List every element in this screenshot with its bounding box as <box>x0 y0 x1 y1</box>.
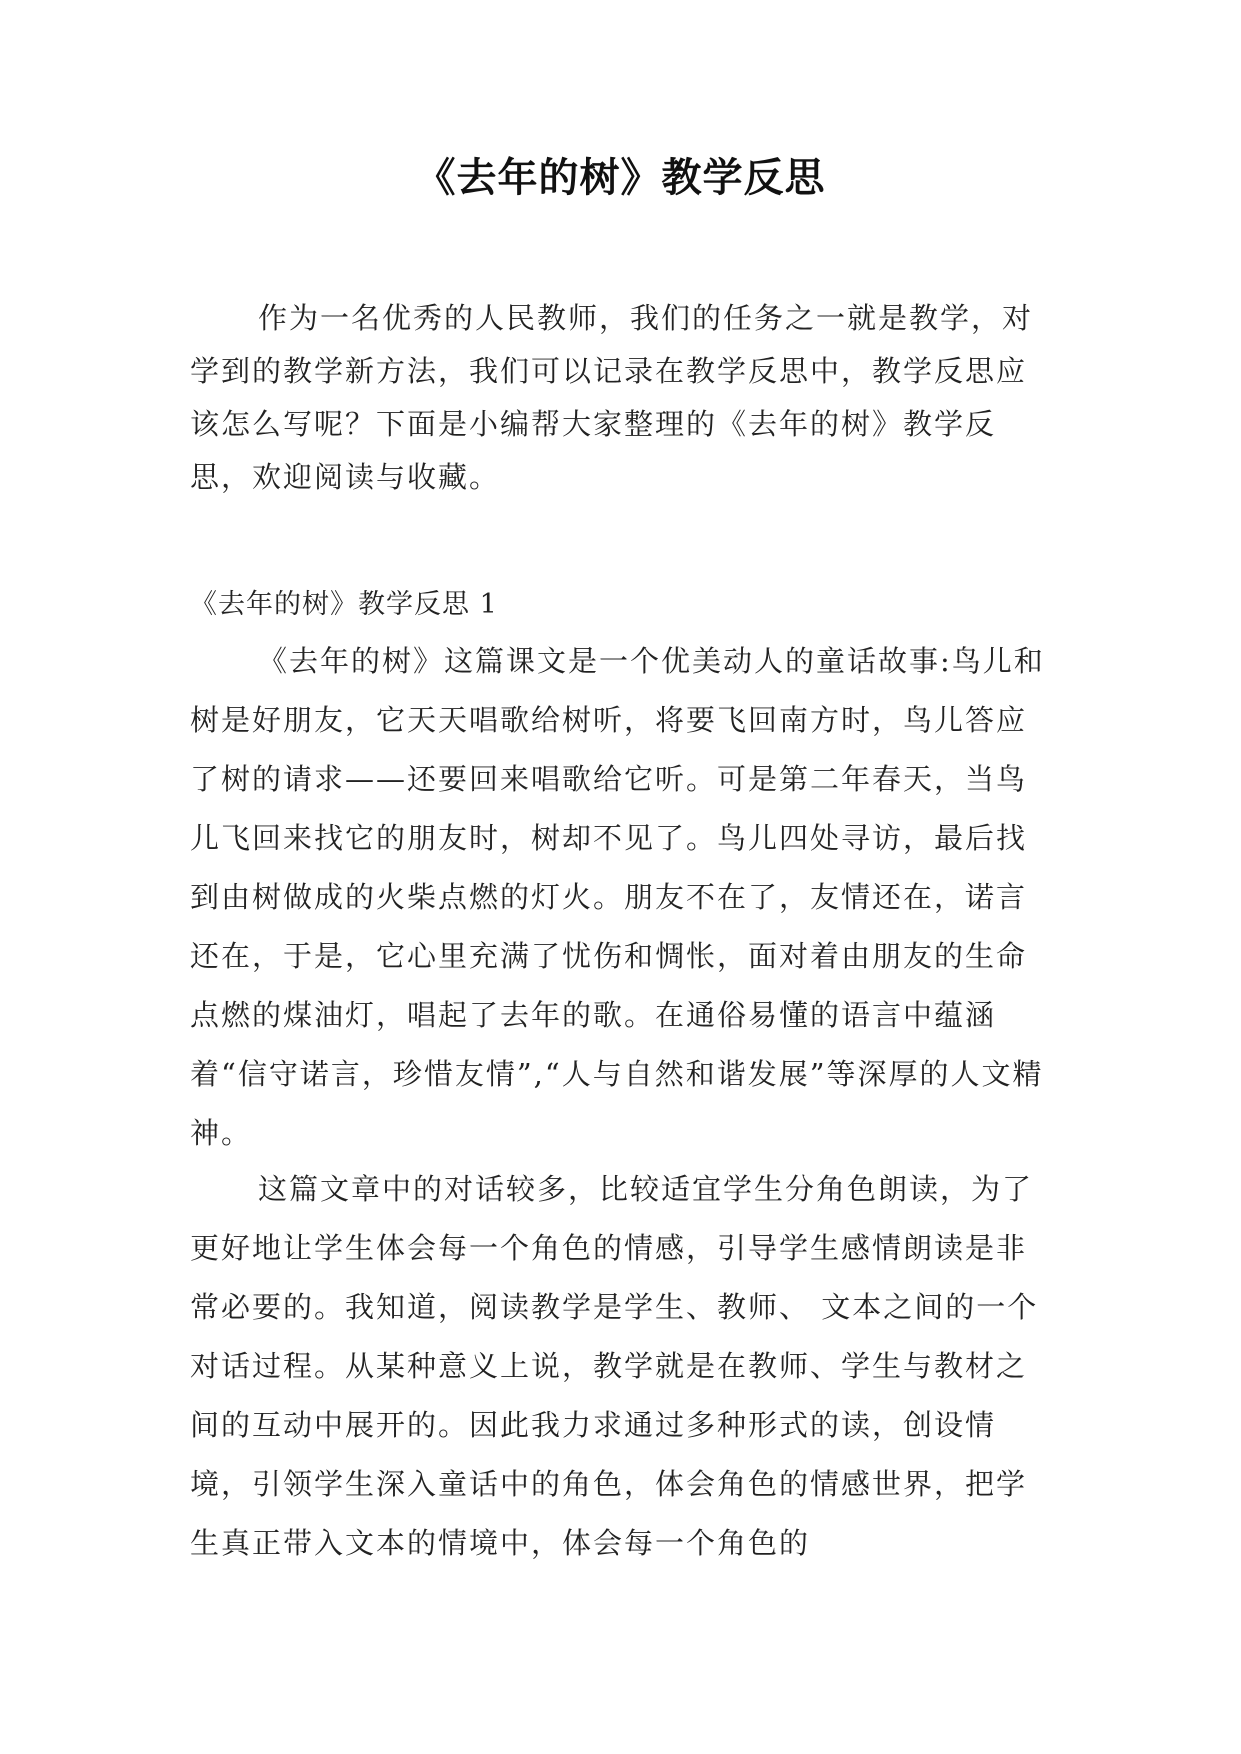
section-heading: 《去年的树》教学反思 1 <box>190 589 498 620</box>
document-title: 《去年的树》教学反思 <box>415 155 826 201</box>
body-paragraph-2: 这篇文章中的对话较多，比较适宜学生分角色朗读，为了更好地让学生体会每一个角色的情感，引导学生感情朗读是非常必要的。我知道，阅读教学是学生、教师、 文本之间的一个对话过程。从某种意义上说，教学就是在教师、学生与教材之间的互动中展开的。因此我力求通过多种形式的读，创设情境，引领学生深入童话中的角色，体会角色的情感世界，把学生真正带入文本的情境中，体会每一个角色的 <box>190 1172 1039 1560</box>
body-paragraph-1: 《去年的树》这篇课文是一个优美动人的童话故事:鸟儿和树是好朋友，它天天唱歌给树听，将要飞回南方时，鸟儿答应了树的请求——还要回来唱歌给它听。可是第二年春天，当鸟儿飞回来找它的朋友时，树却不见了。鸟儿四处寻访，最后找到由树做成的火柴点燃的灯火。朋友不在了，友情还在，诺言还在，于是，它心里充满了忧伤和惆怅，面对着由朋友的生命点燃的煤油灯，唱起了去年的歌。在通俗易懂的语言中蕴涵着“信守诺言，珍惜友情”,“人与自然和谐发展”等深厚的人文精神。 <box>190 644 1045 1150</box>
intro-paragraph: 作为一名优秀的人民教师，我们的任务之一就是教学，对学到的教学新方法，我们可以记录在教学反思中，教学反思应该怎么写呢？下面是小编帮大家整理的《去年的树》教学反思，欢迎阅读与收藏。 <box>190 301 1034 494</box>
